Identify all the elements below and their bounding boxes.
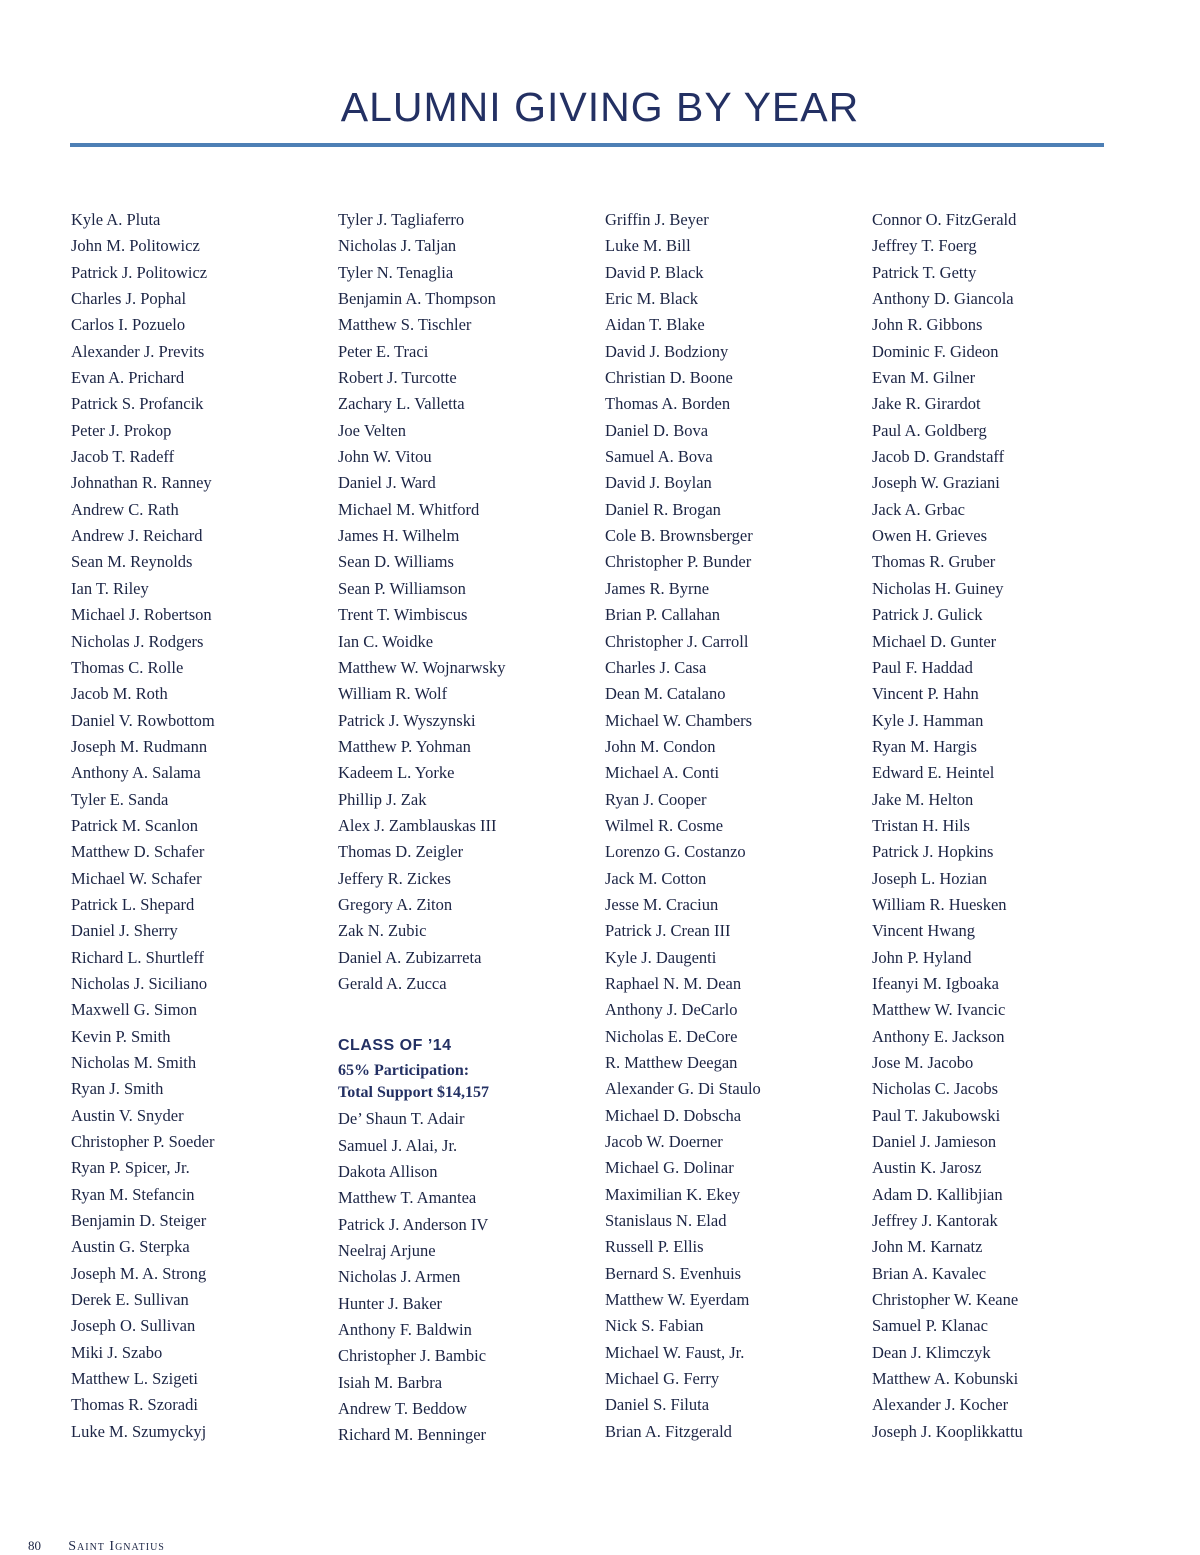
donor-name: Maximilian K. Ekey [605, 1184, 741, 1204]
donor-name: Michael G. Dolinar [605, 1158, 734, 1178]
donor-name: Evan M. Gilner [872, 368, 976, 388]
donor-name: Daniel V. Rowbottom [71, 710, 215, 730]
donor-name: Daniel S. Filuta [605, 1395, 710, 1415]
donor-name: Russell P. Ellis [605, 1237, 704, 1257]
donor-name: Luke M. Bill [605, 236, 691, 256]
donor-name: Benjamin D. Steiger [71, 1211, 207, 1231]
donor-name: Daniel A. Zubizarreta [338, 947, 482, 967]
donor-name: Thomas D. Zeigler [338, 842, 464, 862]
donor-name: Samuel J. Alai, Jr. [338, 1135, 458, 1155]
donor-name: Matthew W. Wojnarwsky [338, 657, 506, 677]
donor-name: Jeffery R. Zickes [338, 868, 451, 888]
donor-name: Austin G. Sterpka [71, 1237, 190, 1257]
donor-name: Kevin P. Smith [71, 1026, 171, 1046]
donor-name: Michael D. Dobscha [605, 1105, 742, 1125]
donor-name: Jacob W. Doerner [605, 1132, 723, 1152]
donor-name: Richard M. Benninger [338, 1425, 487, 1445]
donor-name: Andrew J. Reichard [71, 526, 203, 546]
donor-name: Paul T. Jakubowski [872, 1105, 1001, 1125]
donor-name: Michael A. Conti [605, 763, 720, 783]
donor-name: Christopher W. Keane [872, 1290, 1019, 1310]
donor-name: Joseph W. Graziani [872, 473, 1000, 493]
name-list [338, 1106, 598, 1448]
donor-name: Nicholas C. Jacobs [872, 1079, 999, 1099]
donor-name: Jacob M. Roth [71, 684, 168, 704]
donor-name: John W. Vitou [338, 447, 432, 467]
donor-name: Thomas A. Borden [605, 394, 731, 414]
donor-name: Jacob D. Grandstaff [872, 447, 1005, 467]
donor-name: William R. Huesken [872, 894, 1007, 914]
donor-name: Thomas R. Szoradi [71, 1395, 198, 1415]
donor-name: James H. Wilhelm [338, 526, 460, 546]
donor-name: David J. Bodziony [605, 341, 729, 361]
donor-name: Connor O. FitzGerald [872, 210, 1017, 229]
donor-name: Christopher J. Bambic [338, 1346, 487, 1366]
donor-name: Patrick M. Scanlon [71, 815, 198, 835]
name-column-2 [338, 207, 598, 1449]
donor-name: Matthew P. Yohman [338, 736, 471, 756]
donor-name: Richard L. Shurtleff [71, 947, 205, 967]
donor-name: Dakota Allison [338, 1162, 438, 1181]
donor-name: John M. Politowicz [71, 236, 200, 256]
donor-name: Dean J. Klimczyk [872, 1342, 991, 1362]
donor-name: Aidan T. Blake [605, 315, 705, 335]
donor-name: Paul F. Haddad [872, 657, 973, 677]
donor-name: Isiah M. Barbra [338, 1372, 443, 1392]
donor-name: Christopher P. Bunder [605, 552, 752, 572]
donor-name: Nicholas H. Guiney [872, 578, 1004, 598]
donor-name: Ryan P. Spicer, Jr. [71, 1158, 190, 1178]
donor-name: Charles J. Casa [605, 657, 707, 677]
donor-name: Daniel D. Bova [605, 420, 709, 440]
donor-name: Jack A. Grbac [872, 499, 966, 519]
donor-name: Maxwell G. Simon [71, 1000, 198, 1020]
donor-name: Peter J. Prokop [71, 420, 172, 440]
donor-name: Luke M. Szumyckyj [71, 1421, 207, 1441]
publication-name: Saint Ignatius [68, 1539, 165, 1554]
name-column-3 [605, 207, 865, 1445]
donor-name: Joseph M. A. Strong [71, 1263, 207, 1283]
donor-name: John M. Karnatz [872, 1237, 983, 1257]
donor-name: Anthony J. DeCarlo [605, 1000, 738, 1020]
donor-name: Patrick J. Crean III [605, 921, 731, 941]
participation-summary [338, 1060, 598, 1104]
donor-name: Tyler N. Tenaglia [338, 262, 454, 282]
donor-name: Trent T. Wimbiscus [338, 605, 468, 625]
donor-name: Jeffrey J. Kantorak [872, 1211, 998, 1231]
donor-name: Matthew W. Eyerdam [605, 1290, 750, 1310]
donor-name: Kyle J. Hamman [872, 710, 984, 730]
donor-name: Johnathan R. Ranney [71, 473, 212, 493]
total-support: Total Support $14,157 [338, 1084, 489, 1102]
donor-name: Neelraj Arjune [338, 1241, 436, 1261]
donor-name: Joseph M. Rudmann [71, 736, 208, 756]
donor-name: Zak N. Zubic [338, 921, 427, 941]
donor-name: Owen H. Grieves [872, 526, 988, 546]
donor-name: Evan A. Prichard [71, 368, 185, 388]
donor-name: Nicholas J. Armen [338, 1267, 461, 1287]
donor-name: Kyle A. Pluta [71, 210, 161, 229]
donor-name: Michael W. Schafer [71, 868, 202, 888]
donor-name: Tyler E. Sanda [71, 789, 169, 809]
donor-name: Matthew T. Amantea [338, 1188, 477, 1208]
donor-name: Michael W. Chambers [605, 710, 753, 730]
donor-name: Ian T. Riley [71, 578, 149, 598]
donor-name: Brian P. Callahan [605, 605, 721, 625]
donor-name: Ryan J. Smith [71, 1079, 164, 1099]
donor-name: Tristan H. Hils [872, 815, 970, 835]
donor-name: James R. Byrne [605, 578, 710, 598]
donor-name: Lorenzo G. Costanzo [605, 842, 746, 862]
donor-name: Christian D. Boone [605, 368, 733, 388]
donor-name: Daniel J. Sherry [71, 921, 178, 941]
donor-name: Raphael N. M. Dean [605, 973, 742, 993]
donor-name: Christopher P. Soeder [71, 1132, 215, 1152]
donor-name: Charles J. Pophal [71, 289, 187, 309]
donor-name: Jake M. Helton [872, 789, 974, 809]
page-title: ALUMNI GIVING BY YEAR [340, 84, 860, 130]
donor-name: Alexander G. Di Staulo [605, 1079, 761, 1099]
donor-name: Eric M. Black [605, 289, 699, 309]
donor-name: Ifeanyi M. Igboaka [872, 973, 999, 993]
donor-name: Anthony D. Giancola [872, 289, 1014, 309]
donor-name: Jesse M. Craciun [605, 894, 719, 914]
donor-name: Hunter J. Baker [338, 1293, 443, 1313]
donor-name: Vincent Hwang [872, 921, 976, 941]
donor-name: Nicholas M. Smith [71, 1053, 197, 1072]
donor-name: Miki J. Szabo [71, 1342, 163, 1362]
donor-name: Joseph O. Sullivan [71, 1316, 196, 1336]
donor-name: Vincent P. Hahn [872, 684, 979, 704]
donor-name: Patrick J. Gulick [872, 605, 983, 625]
donor-name: John P. Hyland [872, 947, 972, 967]
donor-name: Dominic F. Gideon [872, 341, 999, 361]
name-list [605, 207, 865, 1445]
donor-name: Stanislaus N. Elad [605, 1211, 727, 1231]
donor-name: Ryan J. Cooper [605, 789, 707, 809]
donor-name: Zachary L. Valletta [338, 394, 465, 414]
donor-name: David P. Black [605, 262, 704, 282]
donor-name: Brian A. Fitzgerald [605, 1421, 732, 1441]
donor-name: Patrick T. Getty [872, 262, 977, 282]
donor-name: Samuel A. Bova [605, 447, 713, 467]
donor-name: Ian C. Woidke [338, 631, 434, 651]
donor-name: John R. Gibbons [872, 315, 983, 335]
donor-name: Sean P. Williamson [338, 578, 466, 598]
donor-name: Nicholas J. Rodgers [71, 631, 204, 651]
donor-name: Gerald A. Zucca [338, 973, 447, 993]
donor-name: Nicholas E. DeCore [605, 1026, 738, 1046]
donor-name: Jacob T. Radeff [71, 447, 175, 467]
donor-name: Michael M. Whitford [338, 499, 480, 519]
donor-name: Matthew S. Tischler [338, 315, 472, 335]
donor-name: Christopher J. Carroll [605, 631, 749, 651]
page-footer [28, 1538, 165, 1555]
donor-name: Paul A. Goldberg [872, 420, 987, 440]
title-divider [70, 143, 1104, 147]
donor-name: Kadeem L. Yorke [338, 763, 455, 783]
donor-name: Joe Velten [338, 420, 406, 440]
participation-rate: 65% Participation: [338, 1062, 470, 1080]
donor-name: Patrick J. Politowicz [71, 262, 208, 282]
donor-name: Patrick S. Profancik [71, 394, 204, 414]
name-list [338, 207, 598, 997]
donor-name: Andrew C. Rath [71, 499, 179, 519]
donor-name: Anthony E. Jackson [872, 1026, 1005, 1046]
donor-name: Griffin J. Beyer [605, 210, 709, 229]
donor-name: Matthew D. Schafer [71, 842, 205, 862]
donor-name: John M. Condon [605, 736, 716, 756]
donor-name: Daniel J. Ward [338, 473, 436, 493]
donor-name: Thomas R. Gruber [872, 552, 996, 572]
donor-name: Ryan M. Hargis [872, 736, 977, 756]
donor-name: Matthew W. Ivancic [872, 1000, 1006, 1020]
donor-name: Patrick J. Anderson IV [338, 1214, 489, 1234]
name-list [872, 207, 1132, 1445]
donor-name: Patrick J. Hopkins [872, 842, 994, 862]
donor-name: Brian A. Kavalec [872, 1263, 987, 1283]
donor-name: Dean M. Catalano [605, 684, 726, 704]
donor-name: Nick S. Fabian [605, 1316, 704, 1336]
donor-name: Jake R. Girardot [872, 394, 981, 414]
donor-name: Michael J. Robertson [71, 605, 212, 625]
donor-name: Cole B. Brownsberger [605, 526, 753, 546]
donor-name: Matthew L. Szigeti [71, 1369, 198, 1389]
donor-name: Nicholas J. Siciliano [71, 973, 208, 993]
donor-name: Kyle J. Daugenti [605, 947, 717, 967]
donor-name: Patrick L. Shepard [71, 894, 195, 914]
donor-name: Wilmel R. Cosme [605, 815, 724, 835]
donor-name: Alexander J. Previts [71, 341, 205, 361]
donor-name: R. Matthew Deegan [605, 1053, 738, 1072]
donor-name: Ryan M. Stefancin [71, 1184, 195, 1204]
donor-name: Gregory A. Ziton [338, 894, 453, 914]
class-heading: CLASS OF ’14 [338, 1037, 452, 1055]
donor-name: Joseph J. Kooplikkattu [872, 1421, 1023, 1441]
donor-name: Anthony A. Salama [71, 763, 201, 783]
donor-name: Sean D. Williams [338, 552, 454, 572]
name-column-4 [872, 207, 1132, 1445]
donor-name: Benjamin A. Thompson [338, 289, 496, 309]
donor-name: Anthony F. Baldwin [338, 1320, 472, 1340]
donor-name: Jeffrey T. Foerg [872, 236, 977, 256]
donor-name: Joseph L. Hozian [872, 868, 988, 888]
donor-name: Michael G. Ferry [605, 1369, 720, 1389]
donor-name: Phillip J. Zak [338, 789, 427, 809]
donor-name: Daniel R. Brogan [605, 499, 721, 519]
donor-name: William R. Wolf [338, 684, 448, 704]
donor-name: Peter E. Traci [338, 341, 429, 361]
donor-name: Austin K. Jarosz [872, 1158, 982, 1178]
page-number: 80 [28, 1538, 41, 1553]
donor-name: Tyler J. Tagliaferro [338, 210, 465, 229]
donor-name: Robert J. Turcotte [338, 368, 457, 388]
donor-name: Patrick J. Wyszynski [338, 710, 476, 730]
donor-name: Jack M. Cotton [605, 868, 707, 888]
donor-name: Michael W. Faust, Jr. [605, 1342, 745, 1362]
donor-name: Nicholas J. Taljan [338, 236, 457, 256]
donor-name: Carlos I. Pozuelo [71, 315, 186, 335]
donor-name: Alex J. Zamblauskas III [338, 815, 497, 835]
donor-name: Austin V. Snyder [71, 1105, 184, 1125]
donor-name: Matthew A. Kobunski [872, 1369, 1019, 1389]
donor-name: Bernard S. Evenhuis [605, 1263, 742, 1283]
donor-name: Samuel P. Klanac [872, 1316, 988, 1336]
donor-name: Thomas C. Rolle [71, 657, 184, 677]
donor-name: De’ Shaun T. Adair [338, 1109, 465, 1129]
donor-name: Jose M. Jacobo [872, 1053, 974, 1072]
name-list [71, 207, 331, 1445]
donor-name: Alexander J. Kocher [872, 1395, 1009, 1415]
donor-name: Derek E. Sullivan [71, 1290, 189, 1310]
donor-name: Andrew T. Beddow [338, 1399, 468, 1419]
donor-name: Sean M. Reynolds [71, 552, 193, 572]
name-column-1 [71, 207, 331, 1445]
donor-name: Edward E. Heintel [872, 763, 995, 783]
donor-name: David J. Boylan [605, 473, 712, 493]
donor-name: Michael D. Gunter [872, 631, 997, 651]
donor-name: Daniel J. Jamieson [872, 1132, 997, 1152]
donor-name: Adam D. Kallibjian [872, 1184, 1003, 1204]
